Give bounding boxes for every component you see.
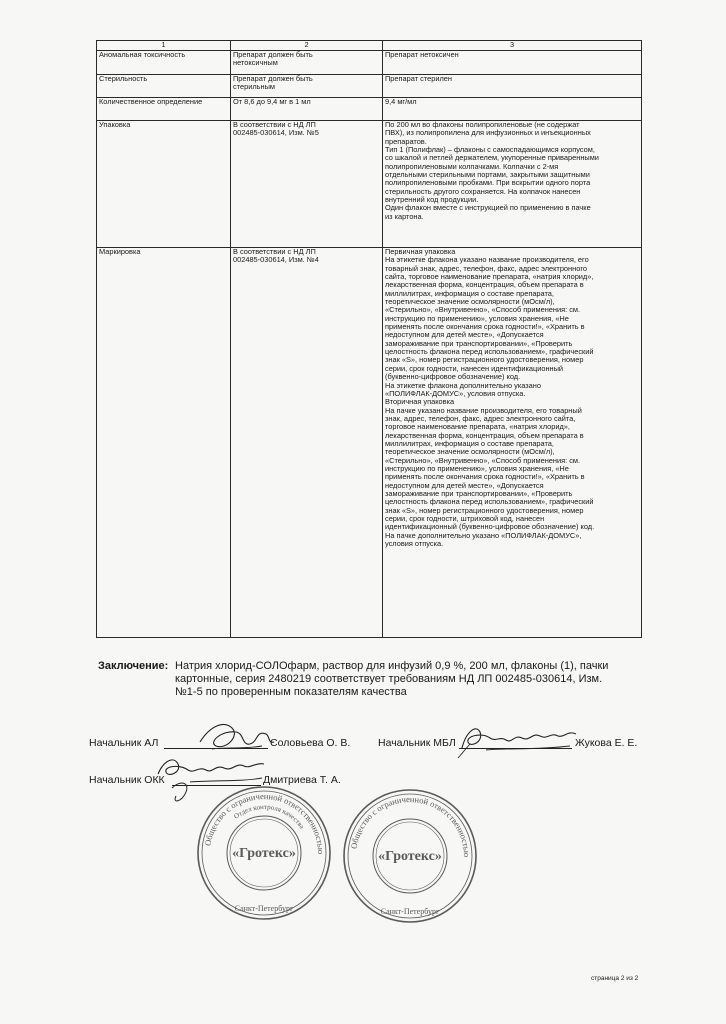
table-row <box>97 248 642 638</box>
requirement-line: стерильным <box>233 82 275 92</box>
table-row <box>97 98 642 121</box>
test-results-table <box>96 40 642 638</box>
result-line: знак, адрес, телефон, факс, адрес электронного сайта, <box>385 413 576 423</box>
result-line: Вторичная упаковка <box>385 397 455 407</box>
result-line: теоретическое значение осмолярности (мОсм/л), <box>385 297 555 307</box>
conclusion-line: Натрия хлорид-СОЛОфарм, раствор для инфузий 0,9 %, 200 мл, флаконы (1), пачки <box>175 660 609 672</box>
table-row <box>97 51 642 75</box>
signature-title-okk: Начальник ОКК <box>89 774 165 786</box>
company-stamp-left <box>194 783 334 923</box>
result-cell <box>383 51 642 75</box>
result-cell <box>383 98 642 121</box>
result-line: недоступном для детей месте», «Допускается <box>385 480 544 490</box>
result-line: целостность флакона перед использованием», графический <box>385 347 594 357</box>
page-number: страница 2 из 2 <box>591 975 639 982</box>
result-line: миллилитрах, информация о составе препарата, <box>385 438 554 448</box>
result-line: целостность флакона перед использованием», графический <box>385 497 594 507</box>
requirement-line: 002485-030614, Изм. №5 <box>233 128 319 138</box>
result-line: замораживание при транспортировании», «Проверить <box>385 338 573 348</box>
result-line: товарный знак, адрес, телефон, факс, адрес электронного <box>385 263 587 273</box>
requirement-line: В соответствии с НД ЛП <box>233 247 316 256</box>
result-line: препаратов. <box>385 136 427 146</box>
result-line: стерильность другого сохраняется. На колпачок нанесен <box>385 186 581 196</box>
result-line: Препарат стерилен <box>385 74 452 83</box>
result-line: инструкцию по применению», условия хранения, «Не <box>385 313 569 323</box>
signature-name-mbl: Жукова Е. Е. <box>575 737 638 749</box>
result-cell <box>383 121 642 248</box>
table-header-row <box>97 41 642 51</box>
result-line: «Стерильно», «Внутривенно», «Способ применения: см. <box>385 455 581 465</box>
requirement-line: 002485-030614, Изм. №4 <box>233 255 319 265</box>
result-line: Препарат нетоксичен <box>385 50 459 59</box>
stamp-city-text: Санкт-Петербург <box>380 907 440 916</box>
result-line: ПВХ), из полипропилена для инфузионных и инъекционных <box>385 128 591 138</box>
requirement-line: От 8,6 до 9,4 мг в 1 мл <box>233 97 311 106</box>
result-line: внутренний код продукции. <box>385 195 479 205</box>
result-cell <box>383 248 642 638</box>
result-line: недоступном для детей месте», «Допускается <box>385 330 544 340</box>
result-line: полипропиленовыми колпачками. Колпачки с 2-мя <box>385 161 559 171</box>
parameter-cell: Стерильность <box>97 75 231 98</box>
parameter-cell: Аномальная токсичность <box>97 51 231 75</box>
result-line: 9,4 мг/мл <box>385 97 417 106</box>
result-line: идентификационный (буквенно-цифровое обозначение) код. <box>385 522 595 532</box>
stamp-ring-text: Отдел контроля качества <box>232 802 306 831</box>
stamp-city-text: Санкт-Петербург <box>234 904 294 913</box>
result-line: Первичная упаковка <box>385 247 456 256</box>
result-line: знак «S», номер регистрационного удостоверения, номер <box>385 355 584 365</box>
requirement-line: В соответствии с НД ЛП <box>233 120 316 129</box>
requirement-line: нетоксичным <box>233 58 278 68</box>
signature-name-okk: Дмитриева Т. А. <box>263 774 341 786</box>
stamp-center-text: «Гротекс» <box>378 849 442 864</box>
result-line: По 200 мл во флаконы полипропиленовые (не содержат <box>385 120 580 129</box>
result-line: теоретическое значение осмолярности (мОсм/л), <box>385 447 555 457</box>
stamp-ring-text: Общество с ограниченной ответственностью <box>202 790 327 855</box>
result-line: условия отпуска. <box>385 539 444 549</box>
result-line: полипропиленовыми пробками. При вскрытии одного порта <box>385 178 591 188</box>
result-line: миллилитрах, информация о составе препарата, <box>385 288 554 298</box>
conclusion-line: №1-5 по проверенным показателям качества <box>175 686 407 699</box>
result-line: Один флакон вместе с инструкцией по применению в пачке <box>385 203 591 213</box>
table-row <box>97 75 642 98</box>
requirement-cell <box>231 121 383 248</box>
handwritten-signature-mbl <box>456 718 581 760</box>
parameter-cell: Количественное определение <box>97 98 231 121</box>
result-line: отдельными стерильными портами, закрытыми защитными <box>385 170 590 180</box>
result-line: серии, срок годности, штриховой код, нанесен <box>385 514 545 523</box>
signature-title-mbl: Начальник МБЛ <box>378 737 456 749</box>
conclusion-line: картонные, серия 2480219 соответствует требованиям НД ЛП 002485-030614, Изм. <box>175 673 603 686</box>
result-line: сайта, торговое наименование препарата, «натрия хлорид», <box>385 272 594 282</box>
requirement-cell <box>231 248 383 638</box>
result-line: На пачке дополнительно указано «ПОЛИФЛАК-ДОМУС», <box>385 530 582 540</box>
company-stamp-right <box>340 786 480 926</box>
requirement-line: Препарат должен быть <box>233 50 313 59</box>
handwritten-signature-al <box>196 716 276 756</box>
result-line: применять после окончания срока годности!», «Хранить в <box>385 322 585 332</box>
requirement-cell <box>231 51 383 75</box>
signature-title-al: Начальник АЛ <box>89 737 159 749</box>
result-line: «ПОЛИФЛАК-ДОМУС», условия отпуска. <box>385 388 526 398</box>
result-line: На пачке указано название производителя, его товарный <box>385 405 582 415</box>
column-header: 1 <box>97 41 231 51</box>
column-header: 3 <box>383 41 642 51</box>
result-line: применять после окончания срока годности!», «Хранить в <box>385 472 585 482</box>
parameter-cell: Маркировка <box>97 248 231 638</box>
result-line: инструкцию по применению», условия хранения, «Не <box>385 463 569 473</box>
result-line: На этикетке флакона дополнительно указано <box>385 380 541 390</box>
requirement-line: Препарат должен быть <box>233 74 313 83</box>
result-line: лекарственная форма, концентрация, объем препарата в <box>385 430 584 440</box>
requirement-cell <box>231 75 383 98</box>
signature-name-al: Соловьева О. В. <box>270 737 351 749</box>
result-line: из картона. <box>385 211 424 221</box>
result-line: со шкалой и петлей держателем, укупоренные приваренными <box>385 153 599 163</box>
table-row <box>97 121 642 248</box>
result-line: (буквенно-цифровое обозначение) код. <box>385 372 521 382</box>
column-header: 2 <box>231 41 383 51</box>
stamp-center-text: «Гротекс» <box>232 846 296 861</box>
result-line: На этикетке флакона указано название производителя, его <box>385 255 589 265</box>
result-line: знак «S», номер регистрационного удостоверения, номер <box>385 505 584 515</box>
stamp-ring-text: Общество с ограниченной ответственностью <box>348 793 473 858</box>
parameter-cell: Упаковка <box>97 121 231 248</box>
result-line: лекарственная форма, концентрация, объем препарата в <box>385 280 584 290</box>
result-line: торговое наименование препарата, «натрия хлорид», <box>385 422 570 432</box>
conclusion-label: Заключение: <box>98 660 169 672</box>
result-line: замораживание при транспортировании», «Проверить <box>385 488 573 498</box>
result-line: серии, срок годности, нанесен идентификационный <box>385 363 564 373</box>
requirement-cell <box>231 98 383 121</box>
result-line: Тип 1 (Полифлак) – флаконы с самоспадающимся корпусом, <box>385 145 595 155</box>
result-cell <box>383 75 642 98</box>
result-line: «Стерильно», «Внутривенно», «Способ применения: см. <box>385 305 581 315</box>
